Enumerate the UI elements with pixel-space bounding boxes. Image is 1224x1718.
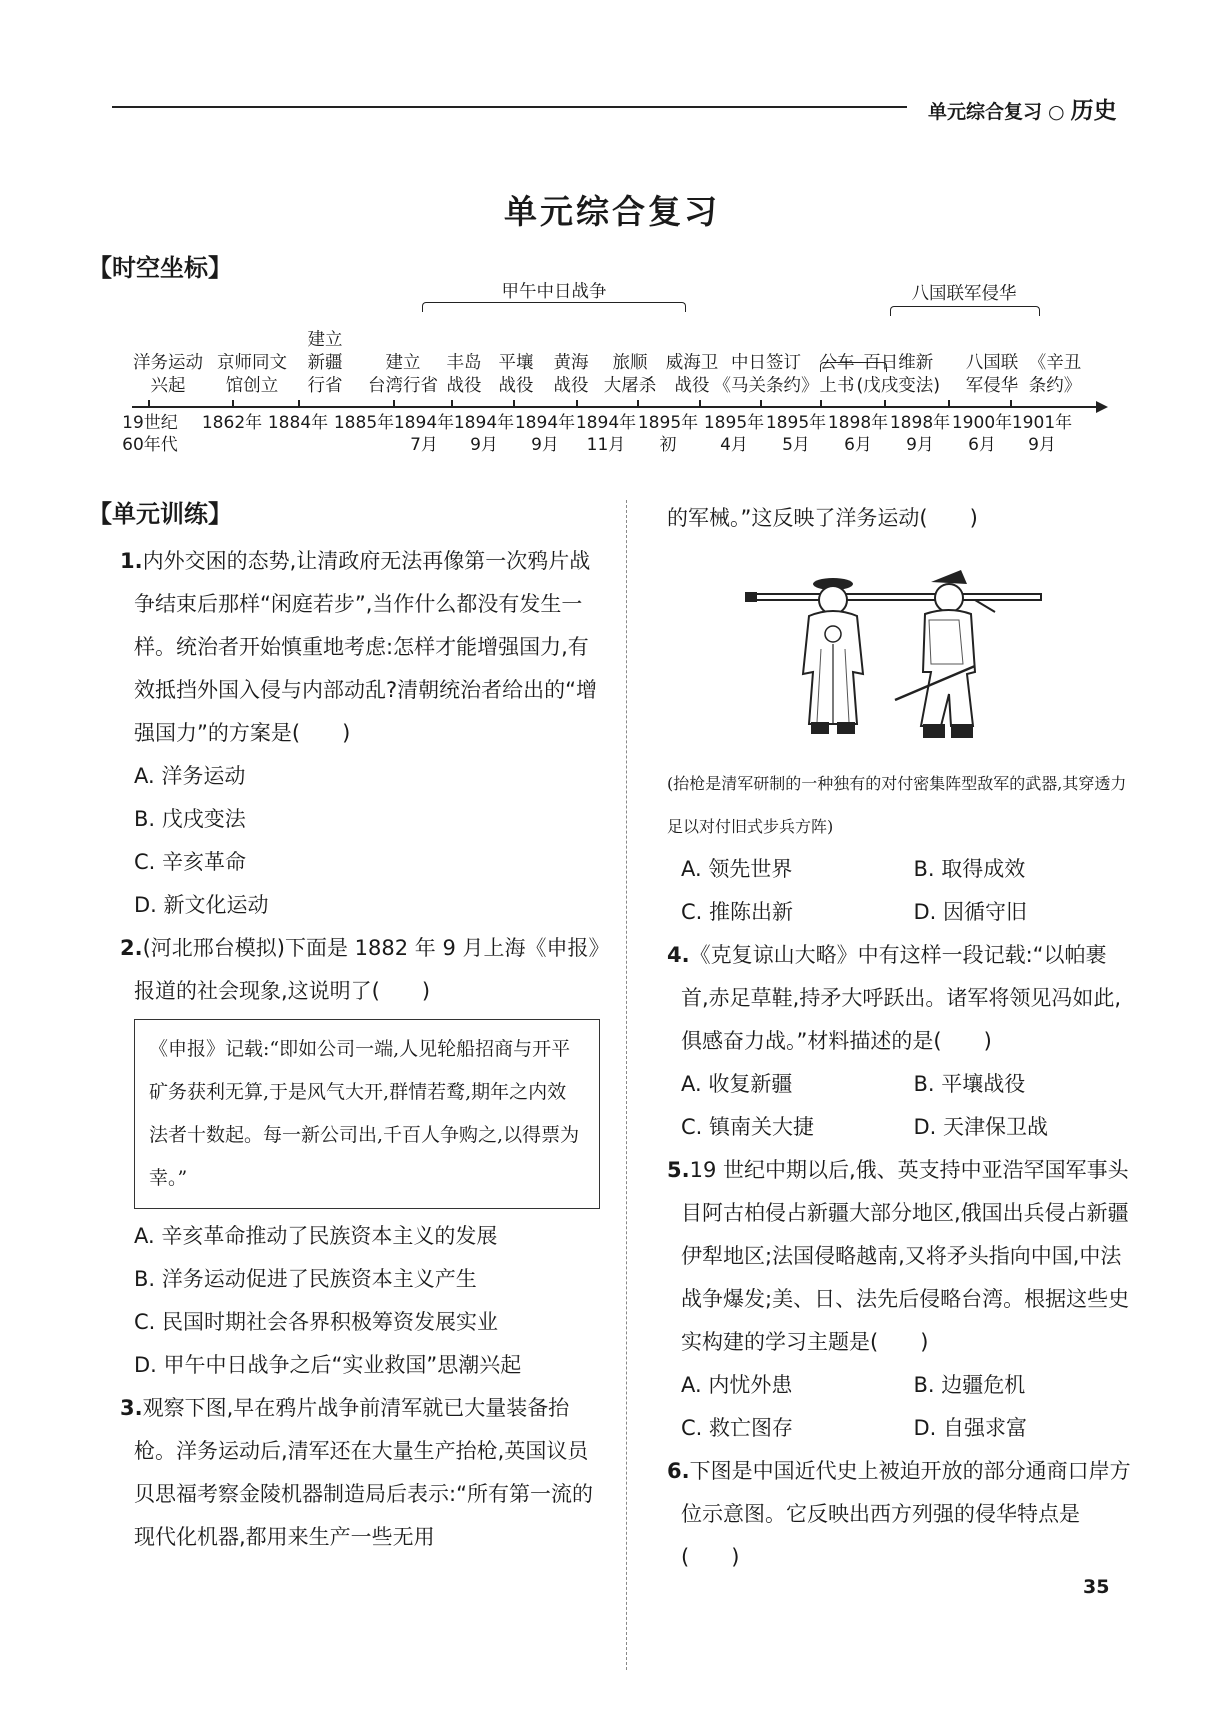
timeline-date: 1901年 9月 <box>1011 413 1073 455</box>
question-number: 3. <box>120 1396 143 1420</box>
timeline-date: 19世纪 60年代 <box>122 413 178 455</box>
image-caption: (抬枪是清军研制的一种独有的对付密集阵型敌军的武器,其穿透力足以对付旧式步兵方阵) <box>667 774 1127 836</box>
question-4 <box>667 934 1132 1149</box>
question-number: 4. <box>667 943 690 967</box>
option-c[interactable]: C. 民国时期社会各界积极筹资发展实业 <box>134 1310 499 1334</box>
timeline-tick <box>948 400 950 407</box>
question-stem: 《克复谅山大略》中有这样一段记载:“以帕裹首,赤足草鞋,持矛大呼跃出。诸军将领见冯如此,俱感奋力战。”材料描述的是( ) <box>681 943 1122 1053</box>
timeline-event: 黄海 战役 <box>553 353 589 396</box>
timeline <box>120 282 1115 460</box>
question-1 <box>120 540 600 927</box>
timeline-date: 1894年 11月 <box>575 413 637 455</box>
timeline-tick <box>298 400 300 407</box>
running-header <box>928 92 1117 125</box>
option-a[interactable]: A. 辛亥革命推动了民族资本主义的发展 <box>134 1224 498 1248</box>
page-title: 单元综合复习 <box>504 192 720 231</box>
group-label-sino-japanese-war: 甲午中日战争 <box>501 282 607 302</box>
quote-box: 《申报》记载:“即如公司一端,人见轮船招商与开平矿务获利无算,于是风气大开,群情若鹜,期年之内效法者十数起。每一新公司出,千百人争购之,以得票为幸。” <box>134 1019 600 1209</box>
option-c[interactable]: C. 辛亥革命 <box>134 850 247 874</box>
timeline-date: 1895年 5月 <box>765 413 827 455</box>
question-number: 2. <box>120 936 143 960</box>
option-b[interactable]: B. 戊戌变法 <box>134 807 246 831</box>
timeline-date: 1894年 9月 <box>453 413 515 455</box>
question-5 <box>667 1149 1132 1450</box>
timeline-tick <box>451 400 453 407</box>
timeline-arrow-icon <box>1096 401 1108 413</box>
header-label: 单元综合复习 <box>928 101 1043 123</box>
options-grid <box>667 848 1132 934</box>
timeline-tick <box>148 400 150 407</box>
option-d[interactable]: D. 甲午中日战争之后“实业救国”思潮兴起 <box>134 1353 522 1377</box>
option-c[interactable]: C. 救亡图存 <box>681 1416 794 1440</box>
timeline-tick <box>637 400 639 407</box>
timeline-tick <box>1010 400 1012 407</box>
timeline-tick <box>884 400 886 407</box>
timeline-event: 旅顺 大屠杀 <box>603 353 657 396</box>
group-label-eight-nation: 八国联军侵华 <box>911 284 1017 304</box>
option-d[interactable]: D. 天津保卫战 <box>913 1115 1049 1139</box>
timeline-event: 八国联 军侵华 <box>965 353 1019 396</box>
timeline-axis <box>132 406 1100 408</box>
group-brace-sino-japanese-war <box>422 302 686 312</box>
timeline-event: 京师同文 馆创立 <box>217 353 287 396</box>
option-b[interactable]: B. 平壤战役 <box>913 1072 1026 1096</box>
group-brace-eight-nation <box>890 306 1040 316</box>
section-heading-training: 【单元训练】 <box>88 500 232 528</box>
option-a[interactable]: A. 内忧外患 <box>681 1373 793 1397</box>
timeline-date: 1895年 4月 <box>703 413 765 455</box>
question-stem: (河北邢台模拟)下面是 1882 年 9 月上海《申报》报道的社会现象,这说明了( ) <box>134 936 599 1003</box>
timeline-tick <box>760 400 762 407</box>
timeline-tick <box>820 400 822 407</box>
header-rule <box>112 106 907 108</box>
timeline-date: 1884年 <box>267 413 329 433</box>
right-column <box>667 497 1132 1579</box>
header-subject: 历史 <box>1070 98 1117 124</box>
timeline-event: 建立 新疆 行省 <box>307 330 343 396</box>
question-stem-continued: 的军械。”这反映了洋务运动( ) <box>667 506 978 530</box>
timeline-date: 1894年 7月 <box>393 413 455 455</box>
timeline-event: 丰岛 战役 <box>446 353 482 396</box>
options-grid <box>667 1364 1132 1450</box>
timeline-tick <box>513 400 515 407</box>
question-3 <box>120 1387 600 1559</box>
option-b[interactable]: B. 取得成效 <box>913 857 1026 881</box>
timeline-tick <box>699 400 701 407</box>
question-stem: 19 世纪中期以后,俄、英支持中亚浩罕国军事头目阿古柏侵占新疆大部分地区,俄国出兵侵占新疆伊犁地区;法国侵略越南,又将矛头指向中国,中法战争爆发;美、日、法先后侵略台湾。根据这些史实构建的学习主题是( ) <box>681 1158 1130 1354</box>
option-c[interactable]: C. 镇南关大捷 <box>681 1115 815 1139</box>
timeline-event: 建立 台湾行省 <box>368 353 438 396</box>
timeline-event: 平壤 战役 <box>498 353 534 396</box>
timeline-tick <box>232 400 234 407</box>
question-number: 1. <box>120 549 143 573</box>
option-b[interactable]: B. 洋务运动促进了民族资本主义产生 <box>134 1267 477 1291</box>
timeline-event: 威海卫 战役 <box>665 353 719 396</box>
option-c[interactable]: C. 推陈出新 <box>681 900 794 924</box>
timeline-tick <box>393 400 395 407</box>
option-d[interactable]: D. 自强求富 <box>913 1416 1028 1440</box>
question-stem: 观察下图,早在鸦片战争前清军就已大量装备抬枪。洋务运动后,清军还在大量生产抬枪,英国议员贝思福考察金陵机器制造局后表示:“所有第一流的现代化机器,都用来生产一些无用 <box>134 1396 593 1549</box>
option-a[interactable]: A. 洋务运动 <box>134 764 246 788</box>
option-a[interactable]: A. 收复新疆 <box>681 1072 793 1096</box>
question-2 <box>120 927 600 1387</box>
column-divider <box>626 500 627 1670</box>
timeline-event: 《辛丑 条约》 <box>1028 353 1082 396</box>
option-d[interactable]: D. 新文化运动 <box>134 893 269 917</box>
soldiers-with-gun-illustration <box>745 554 1055 744</box>
timeline-date: 1885年 <box>333 413 395 433</box>
timeline-date: 1900年 6月 <box>951 413 1013 455</box>
options-grid <box>667 1063 1132 1149</box>
page-number: 35 <box>1083 1576 1110 1598</box>
timeline-date: 1898年 9月 <box>889 413 951 455</box>
option-a[interactable]: A. 领先世界 <box>681 857 793 881</box>
option-d[interactable]: D. 因循守旧 <box>913 900 1028 924</box>
timeline-date: 1898年 6月 <box>827 413 889 455</box>
timeline-event: 中日签订 《马关条约》 <box>713 353 819 396</box>
question-stem: 下图是中国近代史上被迫开放的部分通商口岸方位示意图。它反映出西方列强的侵华特点是( ) <box>681 1459 1131 1569</box>
timeline-tick <box>576 400 578 407</box>
question-number: 6. <box>667 1459 690 1483</box>
question-number: 5. <box>667 1158 690 1182</box>
timeline-event: 洋务运动 兴起 <box>133 353 203 396</box>
timeline-event: 百日维新 (戊戌变法) <box>856 353 941 396</box>
question-6 <box>667 1450 1132 1579</box>
timeline-date: 1894年 9月 <box>514 413 576 455</box>
timeline-date: 1862年 <box>201 413 263 433</box>
section-heading-timeline: 【时空坐标】 <box>88 254 232 282</box>
question-stem: 内外交困的态势,让清政府无法再像第一次鸦片战争结束后那样“闲庭若步”,当作什么都没有发生一样。统治者开始慎重地考虑:怎样才能增强国力,有效抵挡外国入侵与内部动乱?清朝统治者给出的“增强国力”的方案是( ) <box>134 549 598 745</box>
option-b[interactable]: B. 边疆危机 <box>913 1373 1026 1397</box>
header-separator-icon: ○ <box>1048 101 1065 123</box>
timeline-date: 1895年 初 <box>637 413 699 455</box>
left-column <box>120 540 600 1559</box>
timeline-event: 公车 上书 <box>819 353 855 396</box>
